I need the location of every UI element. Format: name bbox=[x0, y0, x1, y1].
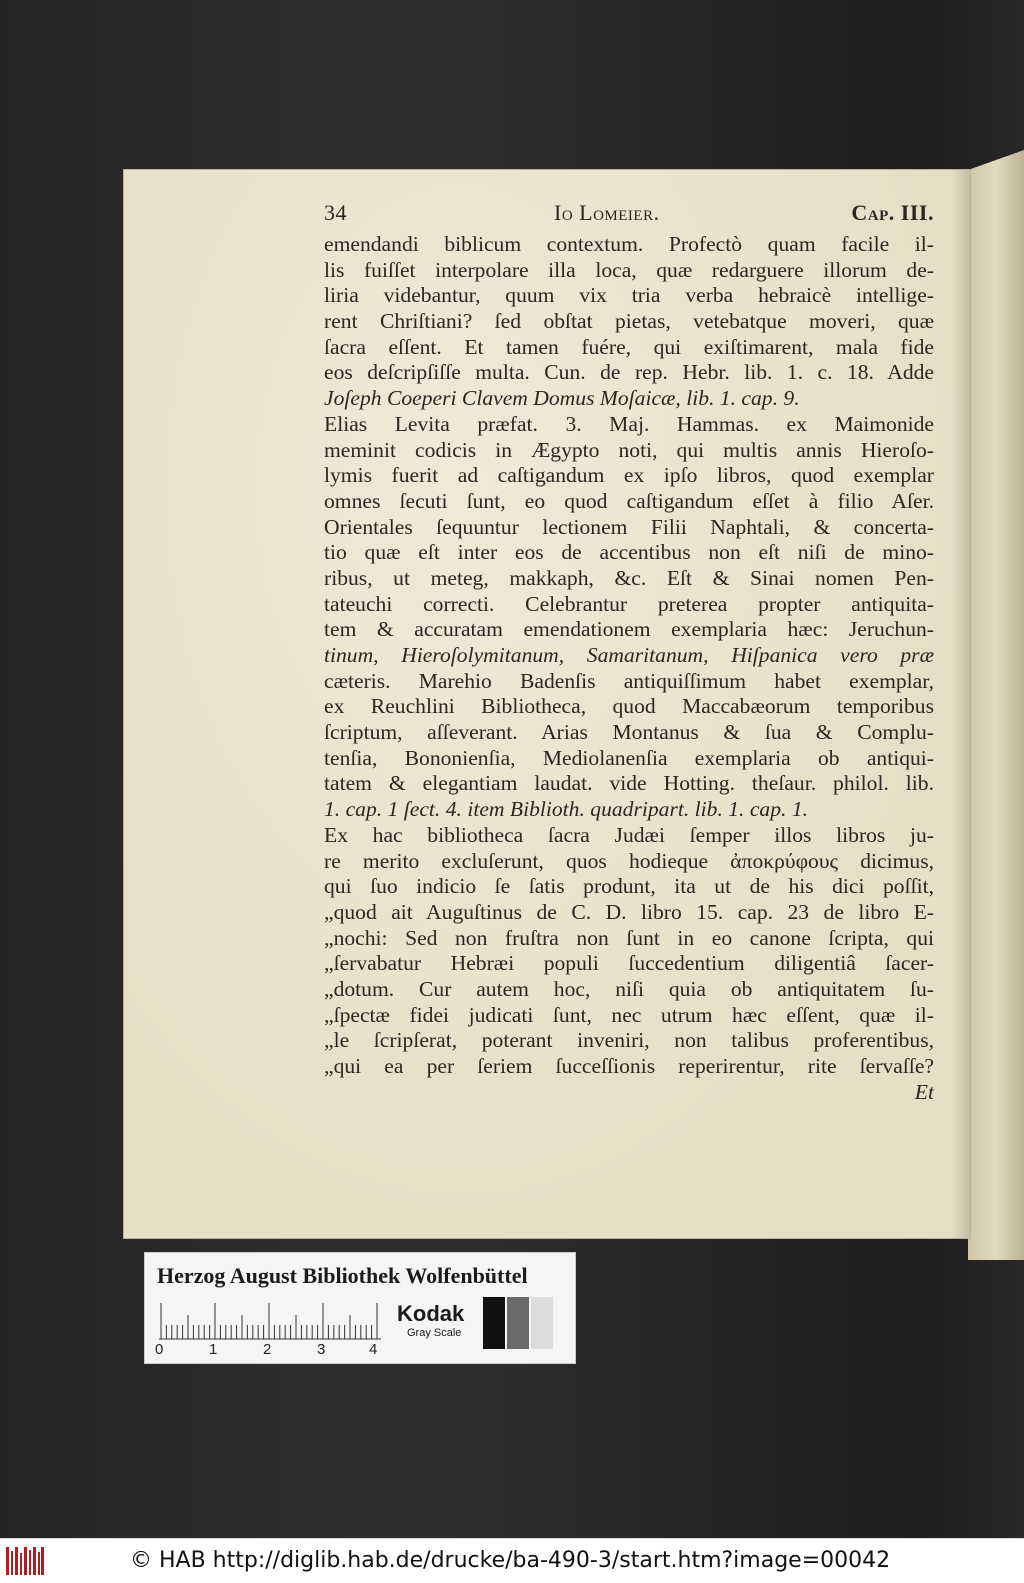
text-line: Et bbox=[914, 1079, 934, 1104]
library-name: Herzog August Bibliothek Wolfenbüttel bbox=[157, 1263, 528, 1288]
text-line: tinum, Hieroſolymitanum, Samaritanum, Hiſpanica vero præ bbox=[324, 643, 934, 667]
text-block bbox=[324, 200, 934, 1105]
gray-patch-mid bbox=[507, 1297, 529, 1349]
text-line: meminit codicis in Ægypto noti, qui multis annis Hieroſo- bbox=[324, 437, 934, 462]
text-line: tio quæ eſt inter eos de accentibus non eſt niſi de mino- bbox=[324, 540, 934, 565]
text-line: Ex hac bibliotheca ſacra Judæi ſemper illos libros ju- bbox=[324, 822, 934, 847]
hab-barcode-logo-icon bbox=[6, 1547, 44, 1575]
text-line: „le ſcripſerat, poterant inveniri, non talibus proferentibus, bbox=[324, 1028, 934, 1053]
page-gutter-shadow bbox=[952, 170, 970, 1238]
text-line: ex Reuchlini Bibliotheca, quod Maccabæorum temporibus bbox=[324, 694, 934, 719]
gray-patch-light bbox=[531, 1297, 553, 1349]
text-line: rent Chriſtiani? ſed obſtat pietas, vetebatque moveri, quæ bbox=[324, 309, 934, 334]
ruler-number: 4 bbox=[369, 1341, 378, 1358]
text-line: Orientales ſequuntur lectionem Filii Naphtali, & concerta- bbox=[324, 514, 934, 539]
text-line: ſcriptum, aſſeverant. Arias Montanus & ſua & Complu- bbox=[324, 720, 934, 745]
gray-patch-dark bbox=[483, 1297, 505, 1349]
body-text bbox=[324, 232, 934, 1105]
ruler-number: 0 bbox=[155, 1341, 164, 1358]
text-line: Joſeph Coeperi Clavem Domus Moſaicæ, lib. 1. cap. 9. bbox=[324, 386, 800, 411]
text-line: „ſpectæ fidei judicati ſunt, nec utrum hæc eſſent, quæ il- bbox=[324, 1002, 934, 1027]
chapter-label: Cap. III. bbox=[851, 200, 934, 225]
book-page bbox=[124, 170, 970, 1238]
text-line: ſacra eſſent. Et tamen fuére, qui exiſtimarent, mala fide bbox=[324, 334, 934, 359]
text-line: Elias Levita præfat. 3. Maj. Hammas. ex Maimonide bbox=[324, 411, 934, 436]
text-line: tateuchi correcti. Celebrantur preterea propter antiquita- bbox=[324, 591, 934, 616]
text-line: 1. cap. 1 ſect. 4. item Biblioth. quadripart. lib. 1. cap. 1. bbox=[324, 797, 809, 822]
text-line: „dotum. Cur autem hoc, niſi quia ob antiquitatem ſu- bbox=[324, 976, 934, 1001]
text-line: ribus, ut meteg, makkaph, &c. Eſt & Sinai nomen Pen- bbox=[324, 565, 934, 590]
text-line: tenſia, Bononienſia, Mediolanenſia exemplaria ob antiqui- bbox=[324, 745, 934, 770]
page-number: 34 bbox=[324, 200, 347, 225]
text-line: „qui ea per ſeriem ſucceſſionis reperirentur, rite ſervaſſe? bbox=[324, 1054, 934, 1078]
grayscale-label: Gray Scale bbox=[407, 1327, 462, 1339]
text-line: omnes ſecuti ſunt, eo quod caſtigandum eſſet à filio Aſer. bbox=[324, 488, 934, 513]
text-line: „nochi: Sed non fruſtra non ſunt in eo canone ſcripta, qui bbox=[324, 925, 934, 950]
text-line: tem & accuratam emendationem exemplaria hæc: Jeruchun- bbox=[324, 617, 934, 642]
text-line: tatem & elegantiam laudat. vide Hotting. theſaur. philol. lib. bbox=[324, 771, 934, 796]
ruler-number: 2 bbox=[263, 1341, 272, 1358]
ruler-scale bbox=[159, 1301, 381, 1341]
kodak-logo: Kodak bbox=[397, 1301, 465, 1326]
text-line: re merito excluſerunt, quos hodieque ἀποκρύφους dicimus, bbox=[324, 848, 934, 873]
next-page-edge bbox=[968, 150, 1024, 1260]
text-line: lymis fuerit ad caſtigandum ex ipſo libros, quod exemplar bbox=[324, 463, 934, 488]
text-line: „quod ait Auguſtinus de C. D. libro 15. cap. 23 de libro E- bbox=[324, 899, 934, 924]
text-line: „ſervabatur Hebræi populi ſuccedentium diligentiâ ſacer- bbox=[324, 951, 934, 976]
text-line: cæteris. Marehio Badenſis antiquiſſimum habet exemplar, bbox=[324, 668, 934, 693]
text-line: liria videbantur, quum vix tria verba hebraicè intellige- bbox=[324, 283, 934, 308]
ruler-number: 1 bbox=[209, 1341, 218, 1358]
text-line: qui ſuo indicio ſe ſatis produnt, ita ut de his dici poſſit, bbox=[324, 874, 934, 899]
running-head-title: Io Lomeier. bbox=[554, 200, 660, 225]
text-line: eos deſcripſiſſe multa. Cun. de rep. Hebr. lib. 1. c. 18. Adde bbox=[324, 360, 934, 385]
ruler-number: 3 bbox=[317, 1341, 326, 1358]
copyright-url[interactable]: © HAB http://diglib.hab.de/drucke/ba-490-3/start.htm?image=00042 bbox=[130, 1548, 891, 1573]
footer-bar bbox=[0, 1538, 1024, 1583]
color-calibration-card bbox=[144, 1252, 576, 1364]
text-line: lis fuiſſet interpolare illa loca, quæ redarguere illorum de- bbox=[324, 257, 934, 282]
text-line: emendandi biblicum contextum. Profectò quam facile il- bbox=[324, 232, 934, 256]
running-head bbox=[324, 200, 934, 230]
